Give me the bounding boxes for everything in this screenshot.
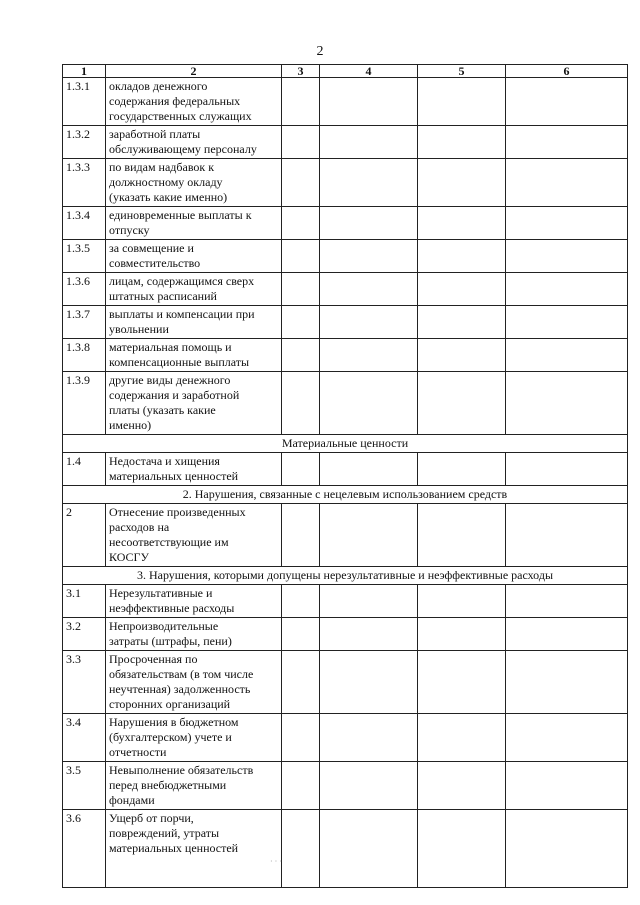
cell-col-3: [282, 240, 320, 273]
cell-col-6: [506, 78, 628, 126]
description-line: материальных ценностей: [109, 841, 239, 855]
cell-col-6: [506, 126, 628, 159]
row-number: 3.5: [63, 762, 106, 810]
cell-col-5: [418, 714, 506, 762]
table-row: [63, 207, 628, 240]
row-number: 3.4: [63, 714, 106, 762]
cell-col-3: [282, 273, 320, 306]
description-line: Ущерб от порчи,: [109, 811, 194, 825]
table-row: [63, 126, 628, 159]
cell-col-5: [418, 339, 506, 372]
cell-col-4: [320, 585, 418, 618]
description-line: затраты (штрафы, пени): [109, 634, 232, 648]
cell-col-4: [320, 207, 418, 240]
description-line: отчетности: [109, 745, 167, 759]
description-line: увольнении: [109, 322, 169, 336]
cell-col-5: [418, 78, 506, 126]
description-line: Просроченная по: [109, 652, 198, 666]
cell-col-5: [418, 504, 506, 567]
column-header-4: 4: [320, 65, 418, 78]
cell-col-4: [320, 78, 418, 126]
table-body: [63, 78, 628, 888]
description-line: несоответствующие им: [109, 535, 229, 549]
column-header-5: 5: [418, 65, 506, 78]
cell-col-3: [282, 126, 320, 159]
cell-col-4: [320, 273, 418, 306]
row-number: 1.3.1: [63, 78, 106, 126]
row-number: 2: [63, 504, 106, 567]
cell-col-4: [320, 453, 418, 486]
table-row: [63, 339, 628, 372]
row-description: [106, 78, 282, 126]
row-description: [106, 762, 282, 810]
description-line: за совмещение и: [109, 241, 194, 255]
row-number: 3.3: [63, 651, 106, 714]
cell-col-6: [506, 339, 628, 372]
description-line: неучтенная) задолженность: [109, 682, 251, 696]
description-line: материальных ценностей: [109, 469, 239, 483]
cell-col-3: [282, 618, 320, 651]
description-line: материальная помощь и: [109, 340, 232, 354]
description-line: перед внебюджетными: [109, 778, 227, 792]
cell-col-5: [418, 585, 506, 618]
row-description: [106, 453, 282, 486]
description-line: окладов денежного: [109, 79, 208, 93]
row-number: 3.1: [63, 585, 106, 618]
cell-col-3: [282, 762, 320, 810]
row-number: 1.3.9: [63, 372, 106, 435]
row-description: [106, 585, 282, 618]
table-row: [63, 618, 628, 651]
page-number: 2: [316, 44, 324, 59]
cell-col-5: [418, 126, 506, 159]
row-description: [106, 207, 282, 240]
description-line: повреждений, утраты: [109, 826, 220, 840]
row-description: [106, 810, 282, 888]
description-line: по видам надбавок к: [109, 160, 215, 174]
description-line: фондами: [109, 793, 155, 807]
row-description: [106, 651, 282, 714]
description-line: другие виды денежного: [109, 373, 231, 387]
description-line: (бухгалтерском) учете и: [109, 730, 232, 744]
cell-col-6: [506, 159, 628, 207]
cell-col-6: [506, 762, 628, 810]
cell-col-5: [418, 159, 506, 207]
cell-col-6: [506, 207, 628, 240]
row-number: 1.4: [63, 453, 106, 486]
cell-col-3: [282, 159, 320, 207]
cell-col-5: [418, 306, 506, 339]
description-line: выплаты и компенсации при: [109, 307, 255, 321]
row-number: 3.6: [63, 810, 106, 888]
description-line: лицам, содержащимся сверх: [109, 274, 255, 288]
row-number: 3.2: [63, 618, 106, 651]
description-line: штатных расписаний: [109, 289, 217, 303]
row-description: [106, 159, 282, 207]
description-line: именно): [109, 418, 152, 432]
cell-col-3: [282, 339, 320, 372]
cell-col-6: [506, 585, 628, 618]
table-row: [63, 372, 628, 435]
description-line: должностному окладу: [109, 175, 223, 189]
cell-col-4: [320, 339, 418, 372]
description-line: Нарушения в бюджетном: [109, 715, 239, 729]
cell-col-4: [320, 306, 418, 339]
row-number: 1.3.3: [63, 159, 106, 207]
section-row: [63, 567, 628, 585]
cell-col-6: [506, 453, 628, 486]
row-number: 1.3.7: [63, 306, 106, 339]
description-line: сторонних организаций: [109, 697, 231, 711]
description-line: платы (указать какие: [109, 403, 216, 417]
cell-col-3: [282, 651, 320, 714]
column-header-6: 6: [506, 65, 628, 78]
cell-col-5: [418, 372, 506, 435]
row-description: [106, 306, 282, 339]
column-header-2: 2: [106, 65, 282, 78]
cell-col-4: [320, 240, 418, 273]
description-line: содержания и заработной: [109, 388, 240, 402]
row-description: [106, 339, 282, 372]
row-number: 1.3.8: [63, 339, 106, 372]
column-header-3: 3: [282, 65, 320, 78]
description-line: заработной платы: [109, 127, 201, 141]
header-row: [63, 65, 628, 78]
description-line: отпуску: [109, 223, 150, 237]
cell-col-5: [418, 207, 506, 240]
cell-col-6: [506, 714, 628, 762]
description-line: (указать какие именно): [109, 190, 228, 204]
row-number: 1.3.6: [63, 273, 106, 306]
row-description: [106, 273, 282, 306]
cell-col-3: [282, 810, 320, 888]
cell-col-6: [506, 810, 628, 888]
cell-col-6: [506, 372, 628, 435]
cell-col-4: [320, 810, 418, 888]
report-table: [62, 64, 628, 888]
description-line: содержания федеральных: [109, 94, 241, 108]
section-title: 2. Нарушения, связанные с нецелевым использованием средств: [63, 486, 628, 504]
table-row: [63, 78, 628, 126]
description-line: КОСГУ: [109, 550, 149, 564]
cell-col-4: [320, 618, 418, 651]
cell-col-5: [418, 651, 506, 714]
row-number: 1.3.2: [63, 126, 106, 159]
description-line: обслуживающему персоналу: [109, 142, 257, 156]
cell-col-6: [506, 273, 628, 306]
description-line: обязательствам (в том числе: [109, 667, 254, 681]
description-line: расходов на: [109, 520, 170, 534]
cell-col-5: [418, 240, 506, 273]
cell-col-3: [282, 453, 320, 486]
table-row: [63, 453, 628, 486]
table-row: [63, 240, 628, 273]
row-description: [106, 618, 282, 651]
cell-col-5: [418, 618, 506, 651]
section-row: [63, 486, 628, 504]
cell-col-6: [506, 240, 628, 273]
cell-col-5: [418, 453, 506, 486]
cell-col-3: [282, 372, 320, 435]
table-row: [63, 810, 628, 888]
cell-col-4: [320, 714, 418, 762]
table-row: [63, 159, 628, 207]
cell-col-5: [418, 762, 506, 810]
table-row: [63, 273, 628, 306]
cell-col-5: [418, 810, 506, 888]
description-line: государственных служащих: [109, 109, 252, 123]
cell-col-3: [282, 585, 320, 618]
description-line: компенсационные выплаты: [109, 355, 250, 369]
row-description: [106, 240, 282, 273]
description-line: неэффективные расходы: [109, 601, 235, 615]
row-description: [106, 714, 282, 762]
cell-col-6: [506, 651, 628, 714]
cell-col-3: [282, 78, 320, 126]
description-line: Отнесение произведенных: [109, 505, 246, 519]
cell-col-5: [418, 273, 506, 306]
cell-col-4: [320, 651, 418, 714]
row-number: 1.3.5: [63, 240, 106, 273]
cell-col-4: [320, 372, 418, 435]
cell-col-4: [320, 159, 418, 207]
table-row: [63, 585, 628, 618]
section-title: 3. Нарушения, которыми допущены нерезультативные и неэффективные расходы: [63, 567, 628, 585]
cell-col-6: [506, 504, 628, 567]
row-description: [106, 126, 282, 159]
table-row: [63, 651, 628, 714]
row-description: [106, 372, 282, 435]
scan-artifact: · · ·: [270, 857, 282, 866]
cell-col-4: [320, 762, 418, 810]
row-number: 1.3.4: [63, 207, 106, 240]
column-header-1: 1: [63, 65, 106, 78]
description-line: совместительство: [109, 256, 201, 270]
description-line: единовременные выплаты к: [109, 208, 252, 222]
description-line: Невыполнение обязательств: [109, 763, 254, 777]
section-title: Материальные ценности: [63, 435, 628, 453]
cell-col-4: [320, 126, 418, 159]
table-row: [63, 762, 628, 810]
cell-col-3: [282, 714, 320, 762]
cell-col-4: [320, 504, 418, 567]
cell-col-6: [506, 306, 628, 339]
cell-col-3: [282, 504, 320, 567]
table-row: [63, 306, 628, 339]
table-row: [63, 714, 628, 762]
cell-col-3: [282, 207, 320, 240]
description-line: Нерезультативные и: [109, 586, 213, 600]
cell-col-6: [506, 618, 628, 651]
table-row: [63, 504, 628, 567]
cell-col-3: [282, 306, 320, 339]
row-description: [106, 504, 282, 567]
description-line: Недостача и хищения: [109, 454, 220, 468]
section-row: [63, 435, 628, 453]
description-line: Непроизводительные: [109, 619, 219, 633]
